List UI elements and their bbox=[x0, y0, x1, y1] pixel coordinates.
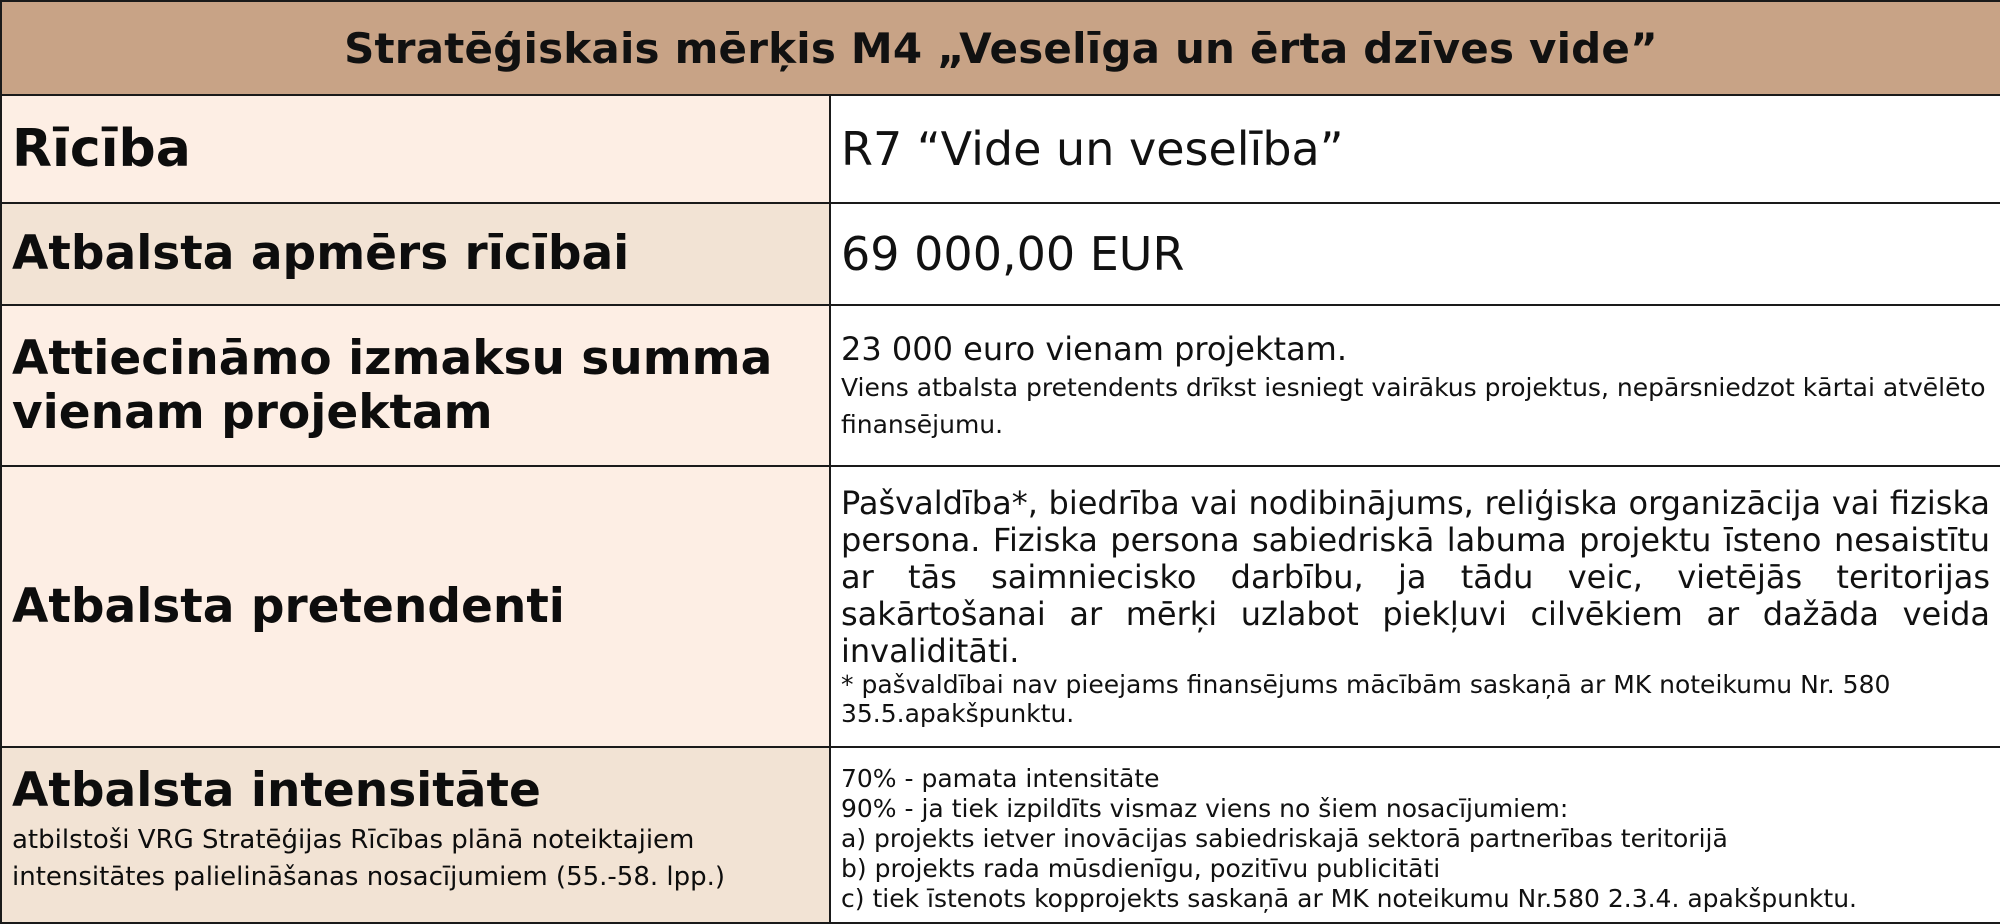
row-label-atbalsta-intensitate bbox=[1, 747, 830, 923]
intensity-line: 90% - ja tiek izpildīts vismaz viens no šiem nosacījumiem: bbox=[841, 794, 1569, 823]
table-title: Stratēģiskais mērķis M4 „Veselīga un ērta dzīves vide” bbox=[1, 1, 2000, 95]
intensity-line: a) projekts ietver inovācijas sabiedriskajā sektorā partnerības teritorijā bbox=[841, 824, 1728, 853]
applicants-footnote: * pašvaldībai nav pieejams finansējums mācībām saskaņā ar MK noteikumu Nr. 580 35.5.apakšpunktu. bbox=[841, 670, 1891, 728]
row-label-atbalsta-pretendenti: Atbalsta pretendenti bbox=[1, 466, 830, 747]
row-value-attiecinamo-izmaksu bbox=[830, 305, 2000, 466]
row-label-atbalsta-apmers: Atbalsta apmērs rīcībai bbox=[1, 203, 830, 305]
row-label-ricība: Rīcība bbox=[1, 95, 830, 203]
applicants-text: Pašvaldība*, biedrība vai nodibinājums, reliģiska organizācija vai fiziska persona. Fiziska persona sabiedriskā labuma projektu īsteno nesaistītu ar tās saimniecisko darbību, ja tādu veic, vietējās teritorijas sakārtošanai ar mērķi uzlabot piekļuvi cilvēkiem ar dažāda veida invaliditāti. bbox=[841, 484, 1991, 670]
row-label-attiecinamo-izmaksu: Attiecināmo izmaksu summa vienam projektam bbox=[1, 305, 830, 466]
title-row bbox=[1, 1, 2000, 95]
row-value-atbalsta-apmers: 69 000,00 EUR bbox=[830, 203, 2000, 305]
intensity-line: 70% - pamata intensitāte bbox=[841, 764, 1160, 793]
cost-sum-text: 23 000 euro vienam projektam. bbox=[841, 329, 1348, 368]
intensity-line: b) projekts rada mūsdienīgu, pozitīvu publicitāti bbox=[841, 854, 1441, 883]
row-value-ricība: R7 “Vide un veselība” bbox=[830, 95, 2000, 203]
table-row bbox=[1, 747, 2000, 923]
intensity-label: Atbalsta intensitāte bbox=[12, 763, 541, 818]
table-row bbox=[1, 203, 2000, 305]
row-value-atbalsta-pretendenti bbox=[830, 466, 2000, 747]
table-row bbox=[1, 466, 2000, 747]
intensity-line: c) tiek īstenots kopprojekts saskaņā ar MK noteikumu Nr.580 2.3.4. apakšpunktu. bbox=[841, 884, 1857, 913]
intensity-sub-label: atbilstoši VRG Stratēģijas Rīcības plānā noteiktajiem intensitātes palielināšanas nosacījumiem (55.-58. lpp.) bbox=[12, 825, 726, 892]
table-row bbox=[1, 305, 2000, 466]
cost-sum-note: Viens atbalsta pretendents drīkst iesniegt vairākus projektus, nepārsniedzot kārtai atvēlēto finansējumu. bbox=[841, 372, 1986, 439]
table-row bbox=[1, 95, 2000, 203]
row-value-atbalsta-intensitate bbox=[830, 747, 2000, 923]
